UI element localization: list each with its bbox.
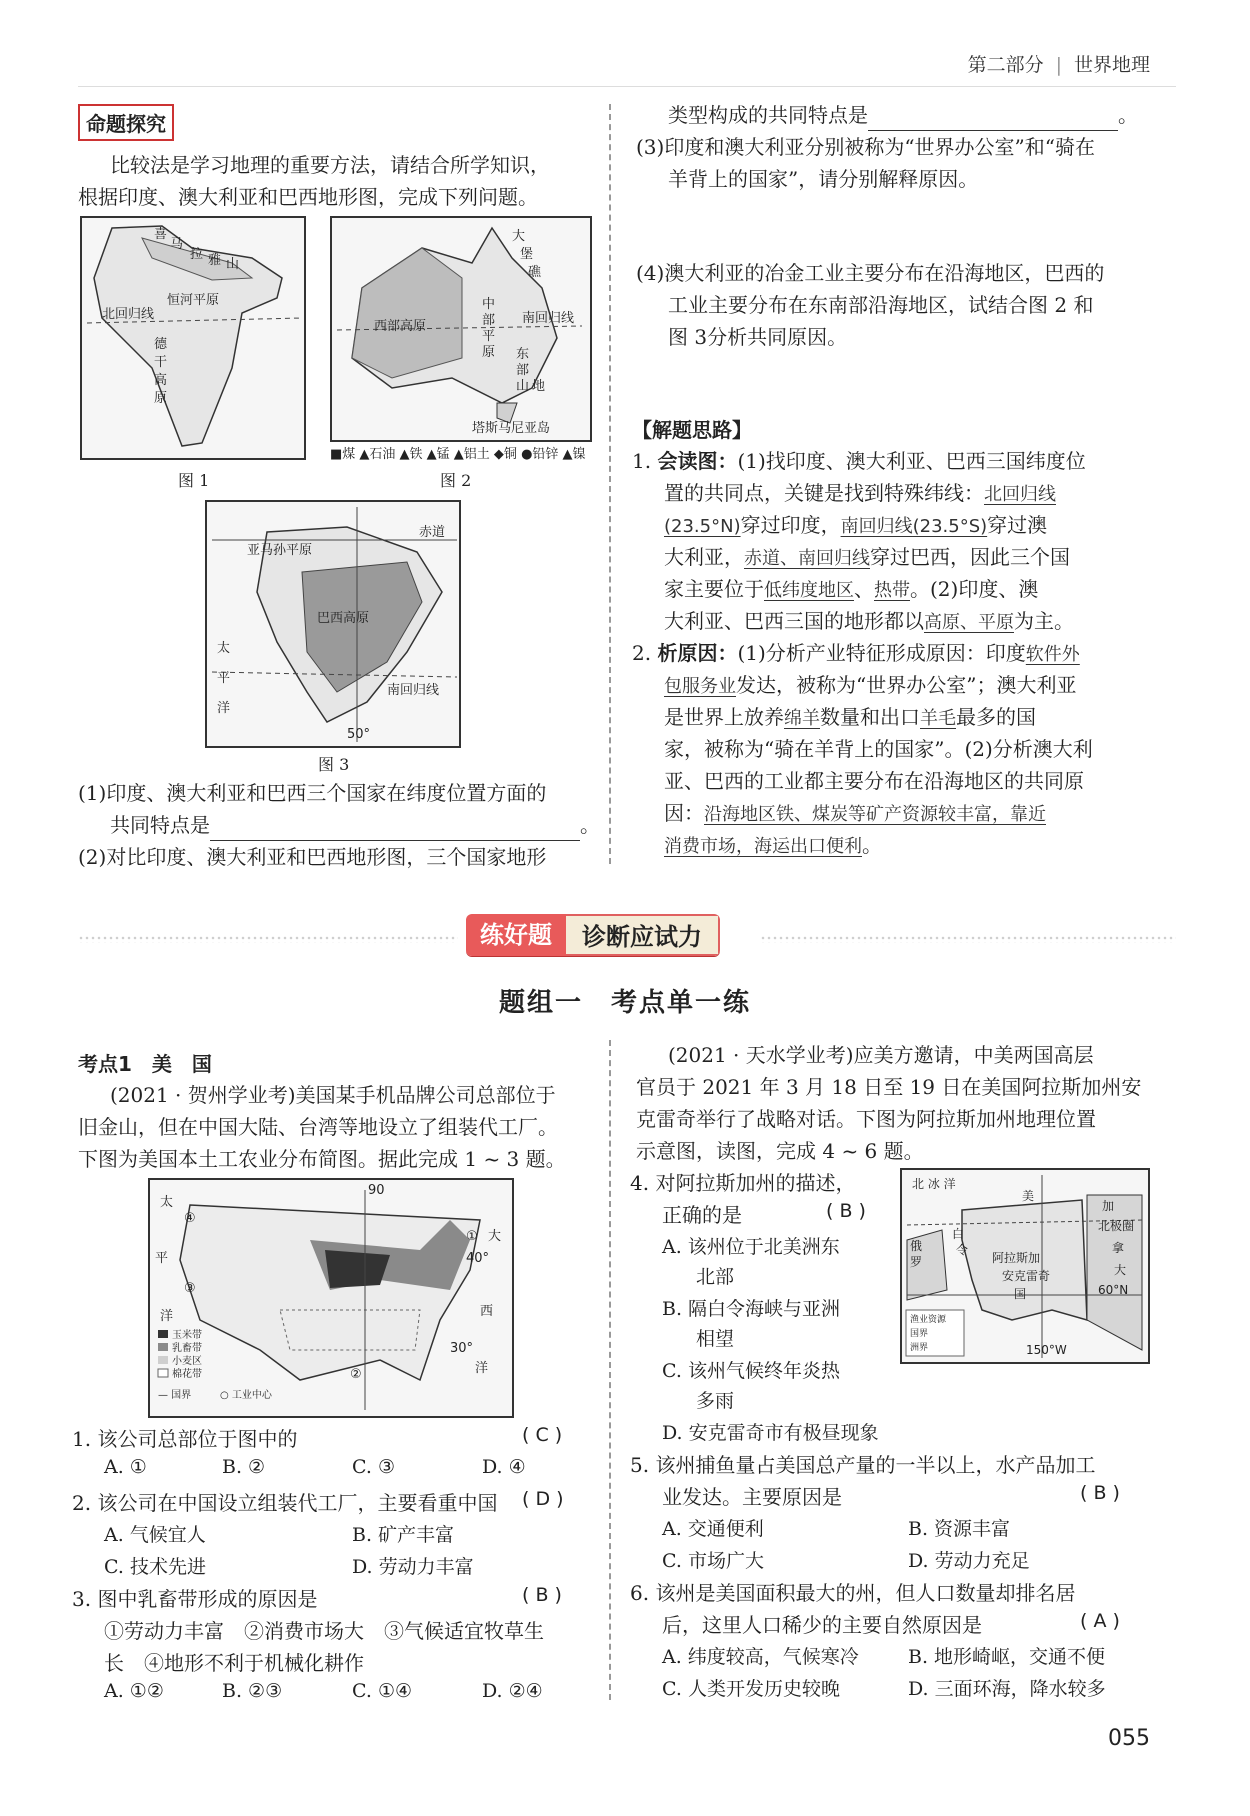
alaska-intro-2: 官员于 2021 年 3 月 18 日至 19 日在美国阿拉斯加州安 (636, 1075, 1142, 1099)
fig1-label: 雅 (208, 253, 222, 268)
alaska-legend: 国界 (910, 1329, 929, 1339)
alaska-label: 俄 (910, 1239, 923, 1253)
q3-line-1: (3)印度和澳大利亚分别被称为“世界办公室”和“骑在 (636, 135, 1096, 159)
q5-option-a: A. 交通便利 (662, 1518, 764, 1540)
usa-legend: 乳畜带 (172, 1343, 202, 1354)
usa-label: 平 (155, 1251, 169, 1266)
thinking-p1-line-6: 大利亚、巴西三国的地形都以高原、平原为主。 (664, 609, 1074, 633)
q5-stem-1: 5. 该州捕鱼量占美国总产量的一半以上，水产品加工 (630, 1453, 1096, 1477)
fig2-label: 地 (532, 379, 546, 394)
fig2-label: 西部高原 (374, 319, 427, 334)
q2-option-d: D. 劳动力丰富 (352, 1556, 474, 1578)
fig1-label: 拉 (190, 247, 204, 262)
usa-label: 洋 (475, 1361, 489, 1376)
q3-option-c: C. ①④ (352, 1680, 413, 1702)
fig1-label: 原 (154, 391, 168, 406)
usa-label: 太 (160, 1195, 174, 1210)
column-divider-top (609, 104, 611, 864)
banner-right: 诊断应试力 (566, 914, 720, 956)
q4-line-3: 图 3分析共同原因。 (668, 325, 848, 349)
thinking-p1-line-1: 1. 会读图：(1)找印度、澳大利亚、巴西三国纬度位 (632, 449, 1086, 473)
topic1-title: 考点1 美 国 (78, 1052, 212, 1076)
q5-option-c: C. 市场广大 (662, 1550, 764, 1572)
usa-label: ① (466, 1229, 478, 1244)
alaska-intro-3: 克雷奇举行了战略对话。下图为阿拉斯加州地理位置 (636, 1107, 1096, 1131)
header-section: 第二部分 (967, 54, 1044, 76)
q6-option-b: B. 地形崎岖，交通不便 (908, 1646, 1106, 1668)
q2-option-b: B. 矿产丰富 (352, 1524, 455, 1546)
q4-option-a: A. 该州位于北美洲东 (662, 1236, 840, 1258)
q4-option-d: D. 安克雷奇市有极昼现象 (662, 1422, 879, 1444)
explore-intro-1: 比较法是学习地理的重要方法，请结合所学知识， (110, 153, 550, 177)
fig2-legend: ■煤 ▲石油 ▲铁 ▲锰 ▲铝土 ◆铜 ●铅锌 ▲镍 (330, 447, 586, 462)
fig3-label: 平 (217, 671, 231, 686)
usa-label: ② (350, 1367, 362, 1382)
q2-line-2: 类型构成的共同特点是 。 (668, 100, 1138, 131)
usa-map (148, 1178, 514, 1418)
thinking-p2-line-2: 包服务业发达，被称为“世界办公室”；澳大利亚 (664, 673, 1077, 697)
alaska-label: 北极圈 (1098, 1219, 1135, 1233)
alaska-intro-1: (2021 · 天水学业考)应美方邀请，中美两国高层 (668, 1043, 1094, 1067)
q4-answer: ( B ) (826, 1200, 866, 1222)
fig3-label: 赤道 (419, 525, 446, 540)
q5-answer: ( B ) (1080, 1482, 1120, 1504)
q3-option-b: B. ②③ (222, 1680, 283, 1702)
q2-answer: ( D ) (522, 1488, 564, 1510)
thinking-p1-line-3: (23.5°N)穿过印度，南回归线(23.5°S)穿过澳 (664, 513, 1048, 537)
q1-line-1: (1)印度、澳大利亚和巴西三个国家在纬度位置方面的 (78, 781, 547, 805)
alaska-label: 罗 (910, 1255, 923, 1269)
fig3-label: 巴西高原 (317, 611, 370, 626)
q4-option-a-cont: 北部 (696, 1266, 735, 1288)
fig1-label: 高 (154, 373, 168, 388)
q3-stem: 3. 图中乳畜带形成的原因是 (72, 1587, 318, 1611)
brazil-map (205, 500, 461, 748)
usa-legend: — 国界 (158, 1390, 192, 1401)
usa-label: 40° (466, 1251, 490, 1266)
usa-legend: 小麦区 (172, 1356, 202, 1367)
india-map (80, 216, 306, 460)
alaska-legend: 渔业资源 (910, 1315, 947, 1325)
q6-answer: ( A ) (1080, 1610, 1120, 1632)
q5-option-b: B. 资源丰富 (908, 1518, 1011, 1540)
alaska-legend: 洲界 (910, 1343, 929, 1353)
banner-left: 练好题 (466, 914, 566, 956)
section-banner (466, 914, 720, 956)
q2-option-c: C. 技术先进 (104, 1556, 206, 1578)
usa-legend: ○ 工业中心 (220, 1390, 272, 1401)
usa-label: 西 (480, 1304, 494, 1319)
fig2-label: 山 (516, 379, 530, 394)
alaska-label: 拿 (1112, 1241, 1125, 1255)
running-header: 第二部分 | 世界地理 (967, 54, 1150, 76)
q2-line-1: (2)对比印度、澳大利亚和巴西地形图，三个国家地形 (78, 845, 547, 869)
explore-intro-2: 根据印度、澳大利亚和巴西地形图，完成下列问题。 (78, 185, 538, 209)
q4-option-b: B. 隔白令海峡与亚洲 (662, 1298, 841, 1320)
header-subject: 世界地理 (1073, 54, 1150, 76)
fig1-label: 北回归线 (102, 307, 155, 322)
q5-stem-2: 业发达。主要原因是 (662, 1485, 842, 1509)
fig2-label: 部 (482, 313, 496, 328)
banner-dots-left (78, 935, 458, 943)
alaska-label: 美 (1022, 1189, 1035, 1203)
alaska-map (900, 1168, 1150, 1364)
fig1-label: 德 (154, 337, 168, 352)
q3-items-2: 长 ④地形不利于机械化耕作 (104, 1651, 364, 1675)
q4-option-b-cont: 相望 (696, 1328, 735, 1350)
q1-option-a: A. ① (104, 1456, 147, 1478)
alaska-label: 北 冰 洋 (912, 1177, 956, 1191)
q4-option-c-cont: 多雨 (696, 1390, 735, 1412)
group-title: 题组一 考点单一练 (498, 988, 751, 1018)
alaska-label: 白 (952, 1227, 965, 1241)
fig3-label: 亚马孙平原 (247, 543, 313, 558)
usa-label: 洋 (160, 1309, 174, 1324)
q4-stem-2: 正确的是 (662, 1203, 742, 1227)
usa-label: 大 (488, 1229, 502, 1244)
alaska-label: 大 (1114, 1263, 1127, 1277)
fig2-label: 原 (482, 345, 496, 360)
q3-option-d: D. ②④ (482, 1680, 543, 1702)
explore-tag: 命题探究 (78, 104, 174, 141)
thinking-p2-line-4: 家，被称为“骑在羊背上的国家”。(2)分析澳大利 (664, 737, 1093, 761)
q1-option-b: B. ② (222, 1456, 266, 1478)
thinking-p2-line-1: 2. 析原因：(1)分析产业特征形成原因：印度软件外 (632, 641, 1080, 665)
fig1-label: 山 (226, 257, 240, 272)
thinking-title: 【解题思路】 (632, 418, 752, 442)
topic1-intro-3: 下图为美国本土工农业分布简图。据此完成 1 ~ 3 题。 (78, 1147, 566, 1171)
q2-stem: 2. 该公司在中国设立组装代工厂，主要看重中国 (72, 1491, 498, 1515)
australia-map (330, 216, 592, 442)
fig2-label: 礁 (528, 265, 542, 280)
q4-stem-1: 4. 对阿拉斯加州的描述， (630, 1171, 856, 1195)
q1-answer: ( C ) (522, 1424, 563, 1446)
alaska-label: 加 (1102, 1199, 1115, 1213)
q1-line-2: 共同特点是 。 (110, 810, 600, 841)
q3-answer: ( B ) (522, 1584, 562, 1606)
q6-option-a: A. 纬度较高，气候寒冷 (662, 1646, 859, 1668)
usa-label: 30° (450, 1341, 474, 1356)
fig2-label: 部 (516, 363, 530, 378)
q5-option-d: D. 劳动力充足 (908, 1550, 1030, 1572)
header-divider (78, 86, 1176, 87)
thinking-p1-line-5: 家主要位于低纬度地区、热带。(2)印度、澳 (664, 577, 1039, 601)
q6-stem-2: 后，这里人口稀少的主要自然原因是 (662, 1613, 982, 1637)
thinking-p2-line-5: 亚、巴西的工业都主要分布在沿海地区的共同原 (664, 769, 1084, 793)
q3-option-a: A. ①② (104, 1680, 164, 1702)
fig1-label: 马 (170, 237, 184, 252)
fig1-label: 恒河平原 (167, 293, 220, 308)
q3-line-2: 羊背上的国家”，请分别解释原因。 (668, 167, 979, 191)
thinking-p2-line-3: 是世界上放养绵羊数量和出口羊毛最多的国 (664, 705, 1036, 729)
column-divider-bottom (609, 1040, 611, 1700)
usa-label: ③ (184, 1281, 196, 1296)
topic1-intro-2: 旧金山，但在中国大陆、台湾等地设立了组装代工厂。 (78, 1115, 558, 1139)
fig3-label: 太 (217, 641, 231, 656)
alaska-label: 阿拉斯加 (992, 1251, 1041, 1265)
q6-option-c: C. 人类开发历史较晚 (662, 1678, 840, 1700)
fig2-caption: 图 2 (440, 471, 472, 490)
usa-legend: 玉米带 (172, 1330, 202, 1341)
fig2-label: 平 (482, 329, 496, 344)
thinking-p2-line-7: 消费市场，海运出口便利。 (664, 833, 882, 857)
q2-option-a: A. 气候宜人 (104, 1524, 206, 1546)
alaska-label: 安克雷奇 (1002, 1269, 1051, 1283)
fig3-label: 洋 (217, 701, 231, 716)
alaska-label: 150°W (1026, 1343, 1067, 1357)
usa-label: 90 (368, 1183, 385, 1198)
q4-line-1: (4)澳大利亚的冶金工业主要分布在沿海地区，巴西的 (636, 261, 1105, 285)
q3-items-1: ①劳动力丰富 ②消费市场大 ③气候适宜牧草生 (104, 1619, 544, 1643)
q6-stem-1: 6. 该州是美国面积最大的州，但人口数量却排名居 (630, 1581, 1076, 1605)
fig3-caption: 图 3 (318, 755, 350, 774)
alaska-label: 令 (956, 1243, 969, 1257)
q1-option-d: D. ④ (482, 1456, 526, 1478)
fig2-label: 南回归线 (522, 311, 575, 326)
alaska-intro-4: 示意图，读图，完成 4 ~ 6 题。 (636, 1139, 924, 1163)
fig3-label: 50° (347, 727, 371, 742)
usa-legend: 棉花带 (172, 1369, 202, 1380)
fig1-label: 干 (154, 355, 168, 370)
q4-line-2: 工业主要分布在东南部沿海地区，试结合图 2 和 (668, 293, 1094, 317)
alaska-label: 国 (1014, 1287, 1027, 1301)
q1-option-c: C. ③ (352, 1456, 395, 1478)
fig1-label: 喜 (154, 227, 168, 242)
fig2-label: 中 (482, 297, 496, 312)
q1-stem: 1. 该公司总部位于图中的 (72, 1427, 298, 1451)
q4-option-c: C. 该州气候终年炎热 (662, 1360, 840, 1382)
fig3-label: 南回归线 (387, 683, 440, 698)
fig2-label: 东 (516, 347, 530, 362)
fig2-label: 大 (512, 229, 526, 244)
thinking-p1-line-2: 置的共同点，关键是找到特殊纬线：北回归线 (664, 481, 1056, 505)
fig2-label: 堡 (520, 247, 534, 262)
fig1-caption: 图 1 (178, 471, 210, 490)
topic1-intro-1: (2021 · 贺州学业考)美国某手机品牌公司总部位于 (110, 1083, 556, 1107)
page-number: 055 (1108, 1726, 1150, 1751)
q6-option-d: D. 三面环海，降水较多 (908, 1678, 1106, 1700)
alaska-label: 60°N (1098, 1283, 1129, 1297)
usa-label: ④ (184, 1211, 196, 1226)
banner-dots-right (760, 935, 1176, 943)
fig2-label: 塔斯马尼亚岛 (472, 421, 551, 436)
thinking-p1-line-4: 大利亚，赤道、南回归线穿过巴西，因此三个国 (664, 545, 1070, 569)
thinking-p2-line-6: 因：沿海地区铁、煤炭等矿产资源较丰富，靠近 (664, 801, 1046, 825)
